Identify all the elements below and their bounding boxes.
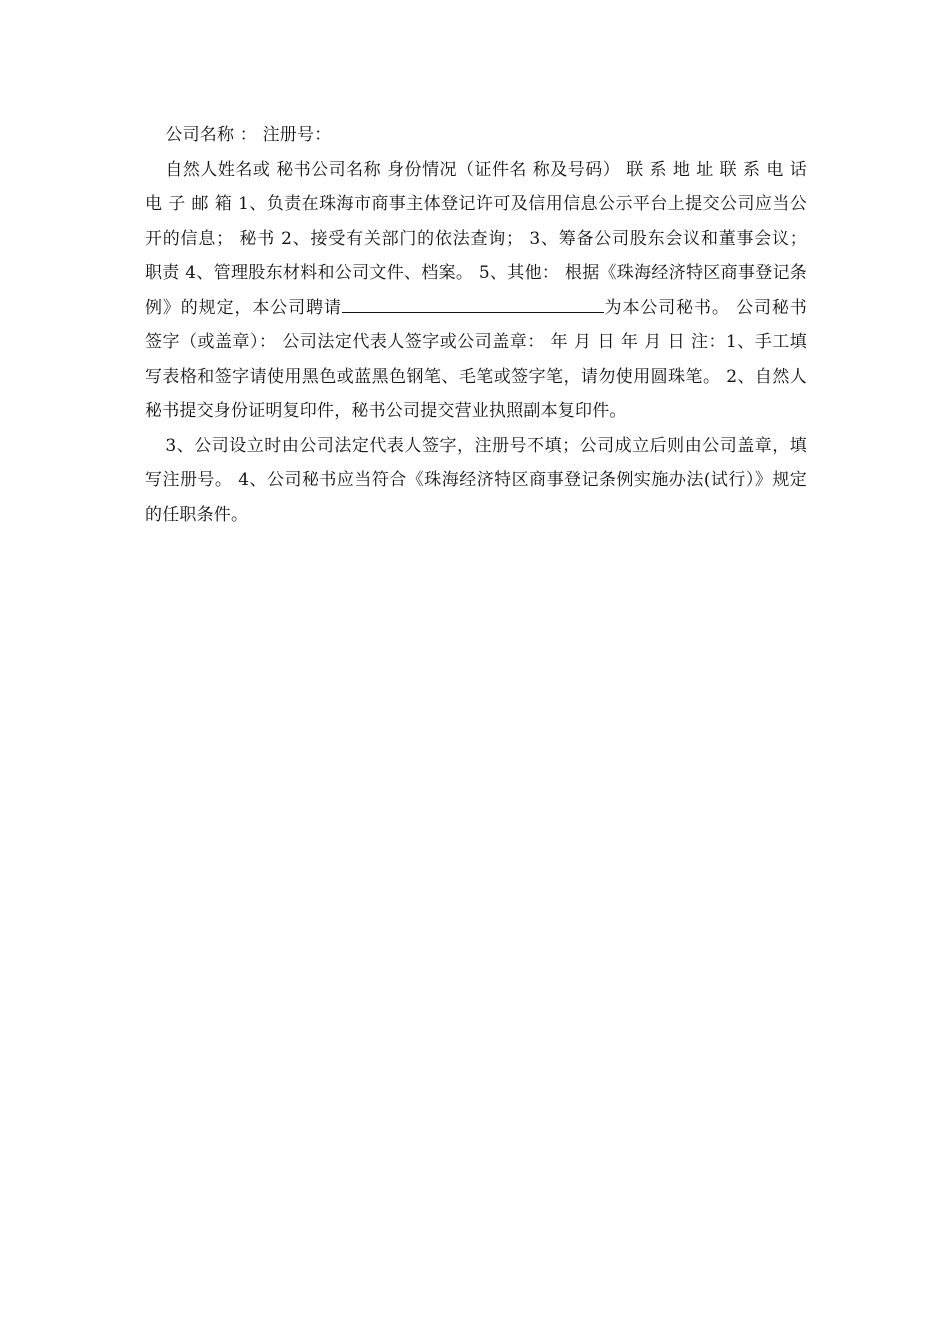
secretary-info-paragraph (145, 153, 807, 429)
document-body (145, 118, 807, 532)
appointee-blank-line-continued (454, 311, 604, 313)
secretary-info-text: 自然人姓名或 秘书公司名称 身份情况（证件名 称及号码） 联 系 地 址 联 系 电 话 电 子 邮 箱 1、负责在珠海市商事主体登记许可及信用信息公示平台上提交公司应当公开的信息； 秘书 2、接受有关部门的依法查询； 3、筹备公司股东会议和董事会议； 职责 4、管理股东材料和公司文件、档案。 5、其他： 根据《珠海经济特区商事登记条例》的规定，本公司聘请 (145, 159, 807, 318)
company-name-registration-text: 公司名称 ： 注册号： (165, 125, 332, 145)
notes-paragraph (145, 429, 807, 533)
secretary-signature-notes-text: 为本公司秘书。 公司秘书签字（或盖章）： 公司法定代表人签字或公司盖章： 年 月 日 年 月 日 注：1、手工填写表格和签字请使用黑色或蓝黑色钢笔、毛笔或签字笔，请勿使用圆珠笔。 2、自然人秘书提交身份证明复印件，秘书公司提交营业执照副本复印件。 (145, 297, 808, 421)
notes-text: 3、公司设立时由公司法定代表人签字，注册号不填；公司成立后则由公司盖章，填写注册号。 4、公司秘书应当符合《珠海经济特区商事登记条例实施办法(试行）》规定的任职条件。 (145, 435, 807, 525)
company-name-registration-line (145, 118, 807, 153)
appointee-blank-line (342, 311, 454, 313)
